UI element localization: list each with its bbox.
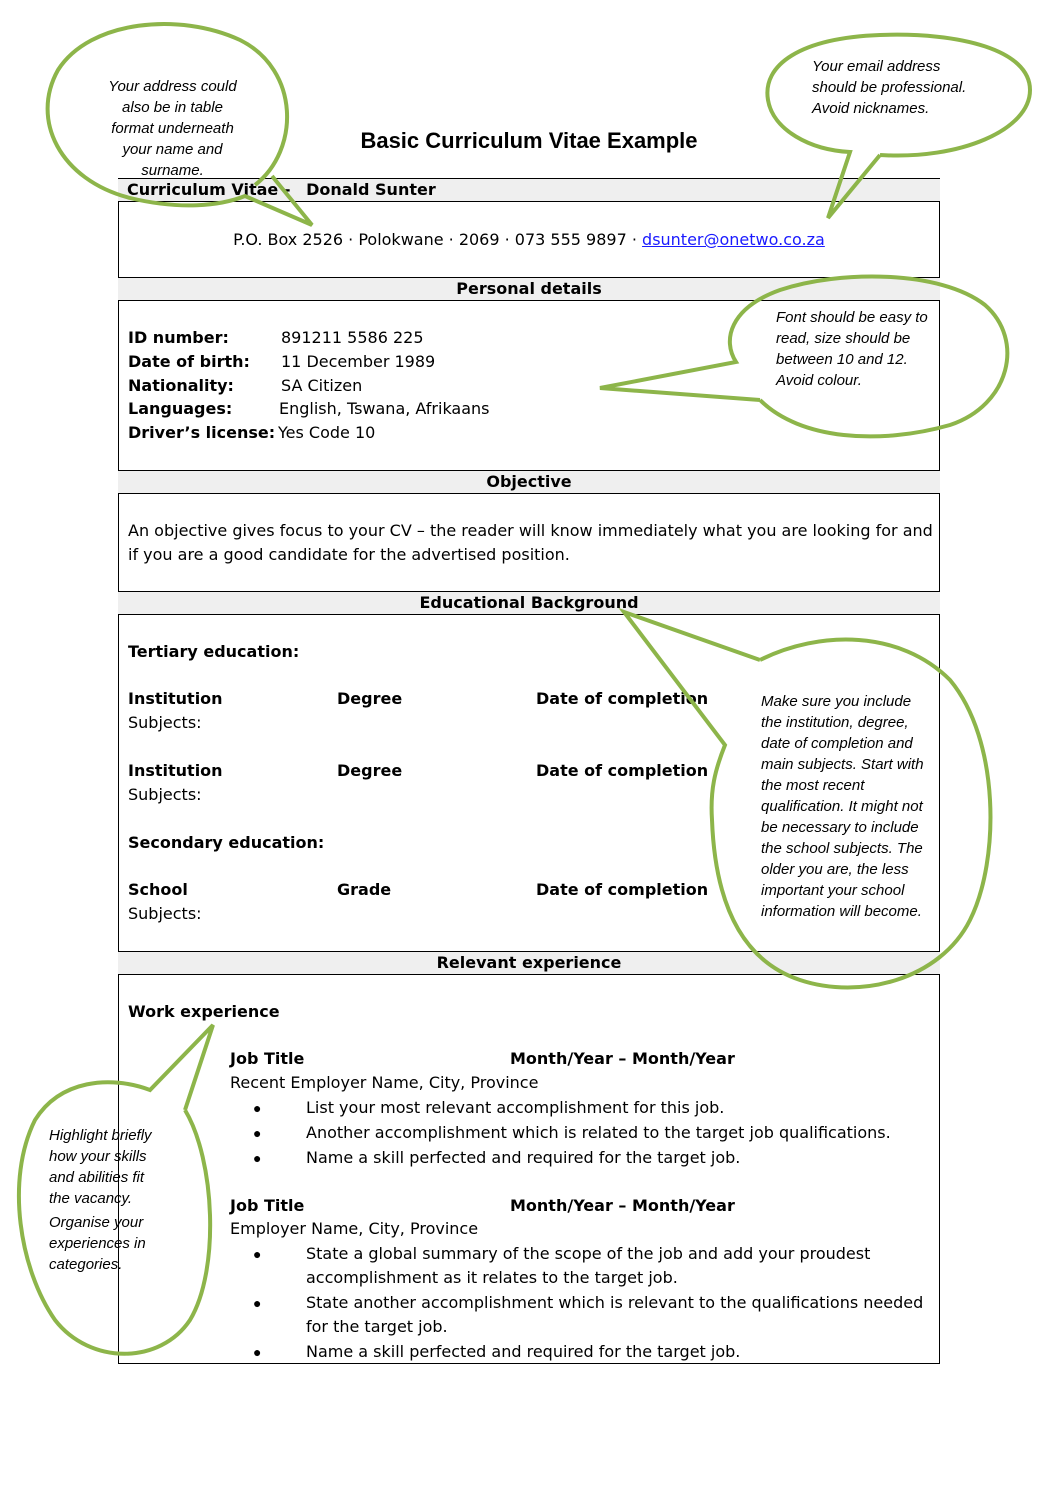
callout-line: experiences in: [49, 1235, 146, 1252]
document-title: Basic Curriculum Vitae Example: [360, 128, 698, 153]
job-employer: Employer Name, City, Province: [230, 1219, 479, 1238]
bullet-icon: ●: [253, 1125, 262, 1141]
subjects-label: Subjects:: [128, 904, 202, 923]
job-bullet: State a global summary of the scope of the job and add your proudest: [306, 1244, 871, 1263]
job-dates: Month/Year – Month/Year: [510, 1049, 735, 1068]
objective-text-line-1: An objective gives focus to your CV – the reader will know immediately what you are looking for and: [128, 521, 933, 540]
email-callout-text: [812, 56, 966, 119]
callout-line: the vacancy.: [49, 1190, 133, 1207]
callout-line: surname.: [141, 162, 204, 179]
bullet-icon: ●: [253, 1100, 262, 1116]
callout-line: also be in table: [122, 99, 223, 116]
job-bullet: Another accomplishment which is related to the target job qualifications.: [306, 1123, 891, 1142]
personal-label: Driver’s license:: [128, 423, 276, 442]
personal-label: Languages:: [128, 399, 233, 418]
callout-line: read, size should be: [776, 330, 911, 347]
callout-line: information will become.: [761, 903, 922, 920]
callout-line: categories.: [49, 1256, 123, 1273]
job-bullet: Name a skill perfected and required for the target job.: [306, 1148, 741, 1167]
personal-label: Date of birth:: [128, 352, 250, 371]
callout-line: the school subjects. The: [761, 840, 923, 857]
callout-line: date of completion and: [761, 735, 913, 752]
work-experience-label: Work experience: [128, 1002, 280, 1021]
callout-line: Avoid nicknames.: [812, 100, 930, 117]
job-title: Job Title: [230, 1196, 305, 1215]
job-employer: Recent Employer Name, City, Province: [230, 1073, 539, 1092]
callout-line: main subjects. Start with: [761, 756, 924, 773]
institution-label: Institution: [128, 689, 223, 708]
subjects-label: Subjects:: [128, 713, 202, 732]
bullet-icon: ●: [253, 1344, 262, 1360]
callout-line: Organise your: [49, 1214, 144, 1231]
personal-value: SA Citizen: [281, 376, 363, 395]
bullet-icon: ●: [253, 1246, 262, 1262]
subjects-label: Subjects:: [128, 785, 202, 804]
bullet-icon: ●: [253, 1150, 262, 1166]
date-of-completion-label: Date of completion: [536, 689, 709, 708]
section-objective: Objective: [118, 470, 940, 494]
experience-callout-text: [49, 1125, 152, 1275]
callout-line: Your address could: [108, 78, 237, 95]
personal-value: Yes Code 10: [278, 423, 376, 442]
personal-label: ID number:: [128, 328, 229, 347]
callout-line: Avoid colour.: [776, 372, 862, 389]
callout-line: the institution, degree,: [761, 714, 909, 731]
personal-label: Nationality:: [128, 376, 234, 395]
job-title: Job Title: [230, 1049, 305, 1068]
school-label: School: [128, 880, 188, 899]
callout-line: important your school: [761, 882, 905, 899]
callout-line: your name and: [122, 141, 223, 158]
callout-line: Highlight briefly: [49, 1127, 152, 1144]
education-callout-text: [761, 691, 924, 922]
callout-line: format underneath: [111, 120, 234, 137]
callout-line: Make sure you include: [761, 693, 912, 710]
personal-value: English, Tswana, Afrikaans: [279, 399, 490, 418]
callout-line: how your skills: [49, 1148, 147, 1165]
date-of-completion-label: Date of completion: [536, 880, 709, 899]
cv-name: Donald Sunter: [306, 180, 436, 199]
callout-line: older you are, the less: [761, 861, 909, 878]
address-callout-text: [90, 76, 255, 181]
personal-value: 891211 5586 225: [281, 328, 424, 347]
personal-value: 11 December 1989: [281, 352, 436, 371]
callout-line: Font should be easy to: [776, 309, 928, 326]
job-bullet: List your most relevant accomplishment for this job.: [306, 1098, 725, 1117]
job-dates: Month/Year – Month/Year: [510, 1196, 735, 1215]
tertiary-education-label: Tertiary education:: [128, 642, 300, 661]
callout-line: between 10 and 12.: [776, 351, 908, 368]
callout-line: be necessary to include: [761, 819, 919, 836]
date-of-completion-label: Date of completion: [536, 761, 709, 780]
institution-label: Institution: [128, 761, 223, 780]
section-educational-background: Educational Background: [118, 591, 940, 615]
contact-line: [0, 228, 1058, 252]
objective-text-line-2: if you are a good candidate for the advertised position.: [128, 545, 570, 564]
callout-line: Your email address: [812, 58, 941, 75]
callout-line: qualification. It might not: [761, 798, 923, 815]
callout-line: should be professional.: [812, 79, 967, 96]
callout-line: the most recent: [761, 777, 865, 794]
job-bullet: Name a skill perfected and required for the target job.: [306, 1342, 741, 1361]
bullet-icon: ●: [253, 1295, 262, 1311]
font-callout-text: [776, 307, 928, 391]
job-bullet-continued: for the target job.: [306, 1317, 448, 1336]
address-text: P.O. Box 2526 · Polokwane · 2069 · 073 555 9897 ·: [233, 230, 643, 249]
cv-header-bar: [118, 178, 940, 202]
degree-label: Degree: [337, 761, 403, 780]
cv-label: Curriculum Vitae -: [127, 180, 291, 199]
secondary-education-label: Secondary education:: [128, 833, 325, 852]
degree-label: Degree: [337, 689, 403, 708]
job-bullet: State another accomplishment which is relevant to the qualifications needed: [306, 1293, 924, 1312]
section-relevant-experience: Relevant experience: [118, 951, 940, 975]
callout-line: and abilities fit: [49, 1169, 145, 1186]
section-personal-details: Personal details: [118, 277, 940, 301]
job-bullet-continued: accomplishment as it relates to the target job.: [306, 1268, 678, 1287]
grade-label: Grade: [337, 880, 392, 899]
email-link[interactable]: dsunter@onetwo.co.za: [642, 230, 825, 249]
